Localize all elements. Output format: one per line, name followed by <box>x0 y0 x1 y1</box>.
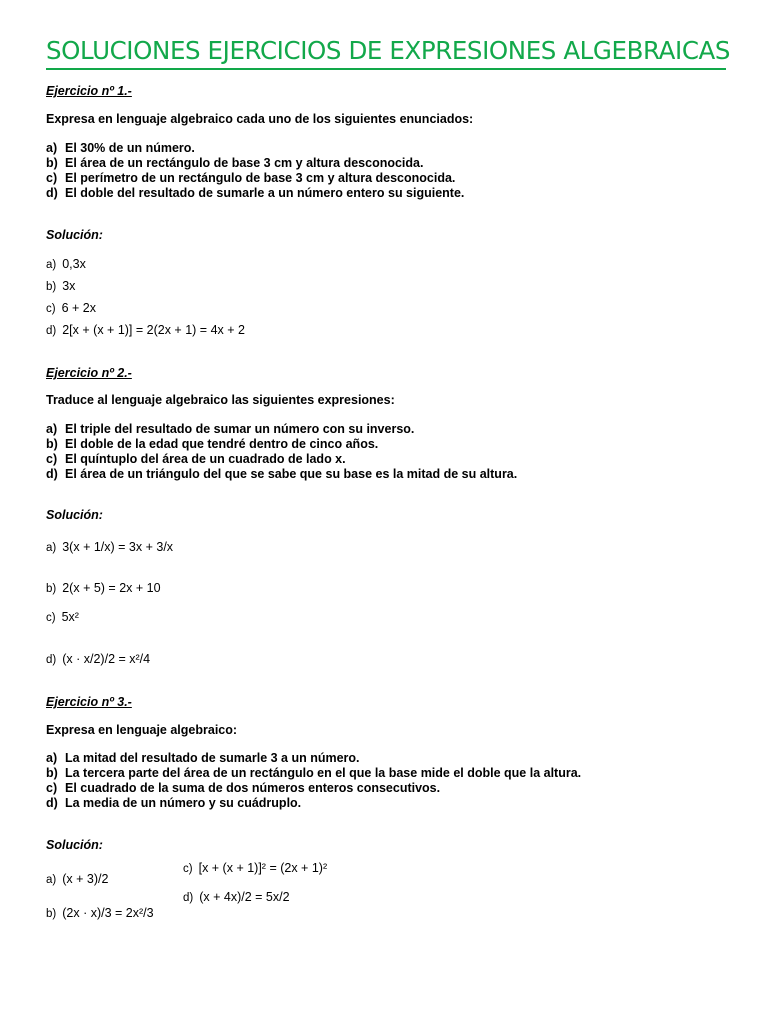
list-item: d) El doble del resultado de sumarle a un número entero su siguiente. <box>46 186 465 200</box>
ex3-answer-d: d) (x + 4x)/2 = 5x/2 <box>183 890 290 904</box>
ex1-prompt: Expresa en lenguaje algebraico cada uno de los siguientes enunciados: <box>46 112 474 126</box>
ex3-list <box>46 751 581 811</box>
ex3-heading: Ejercicio nº 3.- <box>46 695 132 709</box>
ex2-answer-c: c) 5x² <box>46 610 79 624</box>
ex3-answer-b: b) (2x · x)/3 = 2x²/3 <box>46 906 154 920</box>
list-item: d) El área de un triángulo del que se sabe que su base es la mitad de su altura. <box>46 467 518 481</box>
ex2-answer-d: d) (x · x/2)/2 = x²/4 <box>46 652 151 666</box>
math-expression: 0,3x <box>62 257 86 271</box>
ex1-answer-b: b) 3x <box>46 279 76 293</box>
math-expression: [x + (x + 1)]² = (2x + 1)² <box>198 861 328 875</box>
list-item: b) La tercera parte del área de un rectángulo en el que la base mide el doble que la altura. <box>46 766 582 780</box>
ex1-answer-d: d) 2[x + (x + 1)] = 2(2x + 1) = 4x + 2 <box>46 323 245 337</box>
math-expression: 3x <box>62 279 76 293</box>
math-expression: 3(x + 1/x) = 3x + 3/x <box>62 540 174 554</box>
math-expression: 5x² <box>61 610 79 624</box>
math-expression: 6 + 2x <box>61 301 96 315</box>
math-expression: 2(x + 5) = 2x + 10 <box>62 581 161 595</box>
list-item: c) El quíntuplo del área de un cuadrado de lado x. <box>46 452 346 466</box>
ex2-answer-a: a) 3(x + 1/x) = 3x + 3/x <box>46 540 174 554</box>
math-expression: (x · x/2)/2 = x²/4 <box>62 652 151 666</box>
ex2-prompt: Traduce al lenguaje algebraico las siguientes expresiones: <box>46 393 395 407</box>
list-item: a) La mitad del resultado de sumarle 3 a un número. <box>46 751 360 765</box>
list-item: c) El cuadrado de la suma de dos números enteros consecutivos. <box>46 781 441 795</box>
ex3-prompt: Expresa en lenguaje algebraico: <box>46 723 238 737</box>
ex2-list <box>46 422 517 482</box>
ex3-solution-label: Solución: <box>46 838 103 852</box>
ex1-solution-label: Solución: <box>46 228 103 242</box>
list-item: b) El área de un rectángulo de base 3 cm y altura desconocida. <box>46 156 424 170</box>
list-item: a) El triple del resultado de sumar un número con su inverso. <box>46 422 415 436</box>
list-item: c) El perímetro de un rectángulo de base 3 cm y altura desconocida. <box>46 171 456 185</box>
ex2-answer-b: b) 2(x + 5) = 2x + 10 <box>46 581 161 595</box>
math-expression: (x + 3)/2 <box>62 872 109 886</box>
math-expression: (2x · x)/3 = 2x²/3 <box>62 906 154 920</box>
ex3-answer-c: c) [x + (x + 1)]² = (2x + 1)² <box>183 861 328 875</box>
list-item: a) El 30% de un número. <box>46 141 195 155</box>
ex1-answer-c: c) 6 + 2x <box>46 301 96 315</box>
ex2-heading: Ejercicio nº 2.- <box>46 366 132 380</box>
page-title: SOLUCIONES EJERCICIOS DE EXPRESIONES ALGEBRAICAS <box>46 36 726 70</box>
ex3-answer-a: a) (x + 3)/2 <box>46 872 109 886</box>
ex2-solution-label: Solución: <box>46 508 103 522</box>
ex1-list <box>46 141 464 201</box>
ex1-answer-a: a) 0,3x <box>46 257 86 271</box>
list-item: b) El doble de la edad que tendré dentro de cinco años. <box>46 437 379 451</box>
math-expression: 2[x + (x + 1)] = 2(2x + 1) = 4x + 2 <box>62 323 245 337</box>
ex1-heading: Ejercicio nº 1.- <box>46 84 132 98</box>
math-expression: (x + 4x)/2 = 5x/2 <box>199 890 290 904</box>
list-item: d) La media de un número y su cuádruplo. <box>46 796 302 810</box>
